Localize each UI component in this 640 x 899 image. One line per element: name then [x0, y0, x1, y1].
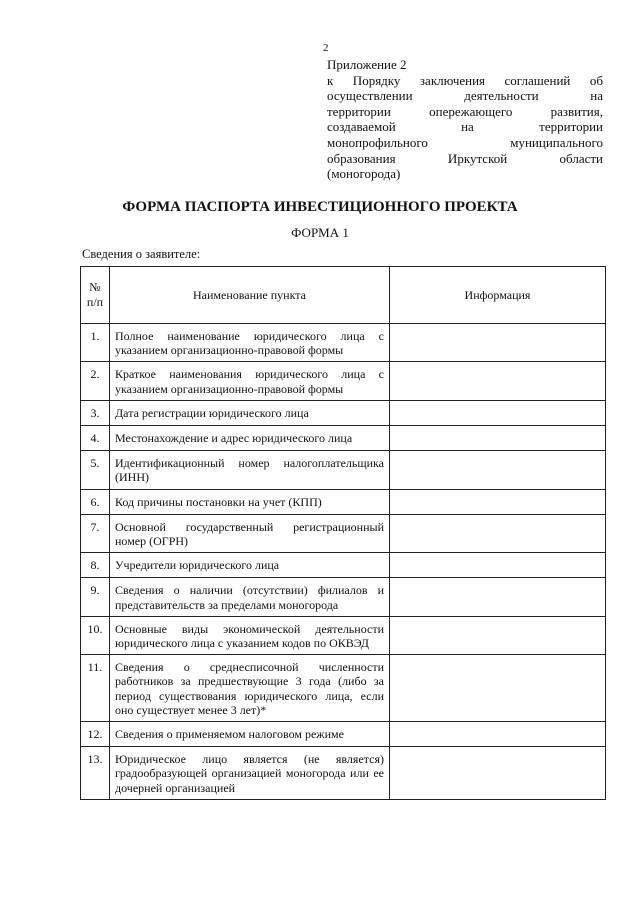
row-information-cell[interactable]	[390, 426, 606, 451]
appendix-line: осуществлении деятельности на	[327, 88, 603, 104]
row-information-cell[interactable]	[390, 616, 606, 654]
row-item-name: Код причины постановки на учет (КПП)	[110, 489, 390, 514]
row-number: 1.	[81, 324, 110, 362]
row-information-cell[interactable]	[390, 655, 606, 722]
table-row	[81, 324, 606, 362]
row-information-cell[interactable]	[390, 514, 606, 552]
appendix-line: создаваемой на территории	[327, 119, 603, 135]
table-body	[81, 324, 606, 800]
row-number: 3.	[81, 400, 110, 425]
row-item-name: Сведения о применяемом налоговом режиме	[110, 722, 390, 747]
document-title: ФОРМА ПАСПОРТА ИНВЕСТИЦИОННОГО ПРОЕКТА	[122, 199, 518, 215]
row-number: 10.	[81, 616, 110, 654]
table-row	[81, 747, 606, 800]
appendix-title: Приложение 2	[327, 57, 407, 72]
header-num	[81, 267, 110, 324]
row-item-name: Местонахождение и адрес юридического лица	[110, 426, 390, 451]
row-item-name: Основные виды экономической деятельности юридического лица с указанием кодов по ОКВЭД	[110, 616, 390, 654]
table-row	[81, 553, 606, 578]
page-number: 2	[323, 42, 329, 54]
table-row	[81, 616, 606, 654]
table-header-row	[81, 267, 606, 324]
appendix-line: (моногорода)	[327, 166, 401, 182]
row-number: 7.	[81, 514, 110, 552]
applicant-intro: Сведения о заявителе:	[82, 247, 201, 261]
appendix-line: к Порядку заключения соглашений об	[327, 72, 603, 88]
table-row	[81, 514, 606, 552]
table-row	[81, 426, 606, 451]
row-item-name: Дата регистрации юридического лица	[110, 400, 390, 425]
applicant-info-table	[80, 266, 606, 800]
row-item-name: Учредители юридического лица	[110, 553, 390, 578]
table-row	[81, 362, 606, 400]
table-row	[81, 655, 606, 722]
row-number: 4.	[81, 426, 110, 451]
table-row	[81, 578, 606, 616]
table-row	[81, 400, 606, 425]
row-item-name: Сведения о среднесписочной численности работников за предшествующие 3 года (либо за период существования юридического лица, если оно существует менее 3 лет)*	[110, 655, 390, 722]
row-item-name: Юридическое лицо является (не является) градообразующей организацией моногорода или ее дочерней организацией	[110, 747, 390, 800]
header-item-name: Наименование пункта	[110, 267, 390, 324]
row-information-cell[interactable]	[390, 324, 606, 362]
row-number: 5.	[81, 451, 110, 489]
row-number: 2.	[81, 362, 110, 400]
row-information-cell[interactable]	[390, 451, 606, 489]
row-number: 9.	[81, 578, 110, 616]
row-information-cell[interactable]	[390, 489, 606, 514]
appendix-line: образования Иркутской области	[327, 150, 603, 166]
row-information-cell[interactable]	[390, 578, 606, 616]
header-information: Информация	[390, 267, 606, 324]
row-item-name: Идентификационный номер налогоплательщика (ИНН)	[110, 451, 390, 489]
row-information-cell[interactable]	[390, 747, 606, 800]
header-num-abbr: п/п	[86, 295, 104, 309]
row-information-cell[interactable]	[390, 553, 606, 578]
table-row	[81, 722, 606, 747]
row-information-cell[interactable]	[390, 400, 606, 425]
row-information-cell[interactable]	[390, 362, 606, 400]
row-item-name: Сведения о наличии (отсутствии) филиалов и представительств за пределами моногорода	[110, 578, 390, 616]
row-number: 11.	[81, 655, 110, 722]
appendix-block	[327, 57, 603, 182]
row-number: 13.	[81, 747, 110, 800]
header-num-symbol: №	[89, 280, 101, 294]
table-row	[81, 489, 606, 514]
table-row	[81, 451, 606, 489]
row-item-name: Полное наименование юридического лица с указанием организационно-правовой формы	[110, 324, 390, 362]
row-item-name: Основной государственный регистрационный номер (ОГРН)	[110, 514, 390, 552]
row-number: 6.	[81, 489, 110, 514]
row-information-cell[interactable]	[390, 722, 606, 747]
form-label: ФОРМА 1	[291, 225, 349, 240]
row-item-name: Краткое наименования юридического лица с указанием организационно-правовой формы	[110, 362, 390, 400]
row-number: 12.	[81, 722, 110, 747]
row-number: 8.	[81, 553, 110, 578]
appendix-line: монопрофильного муниципального	[327, 134, 603, 150]
appendix-line: территории опережающего развития,	[327, 103, 603, 119]
